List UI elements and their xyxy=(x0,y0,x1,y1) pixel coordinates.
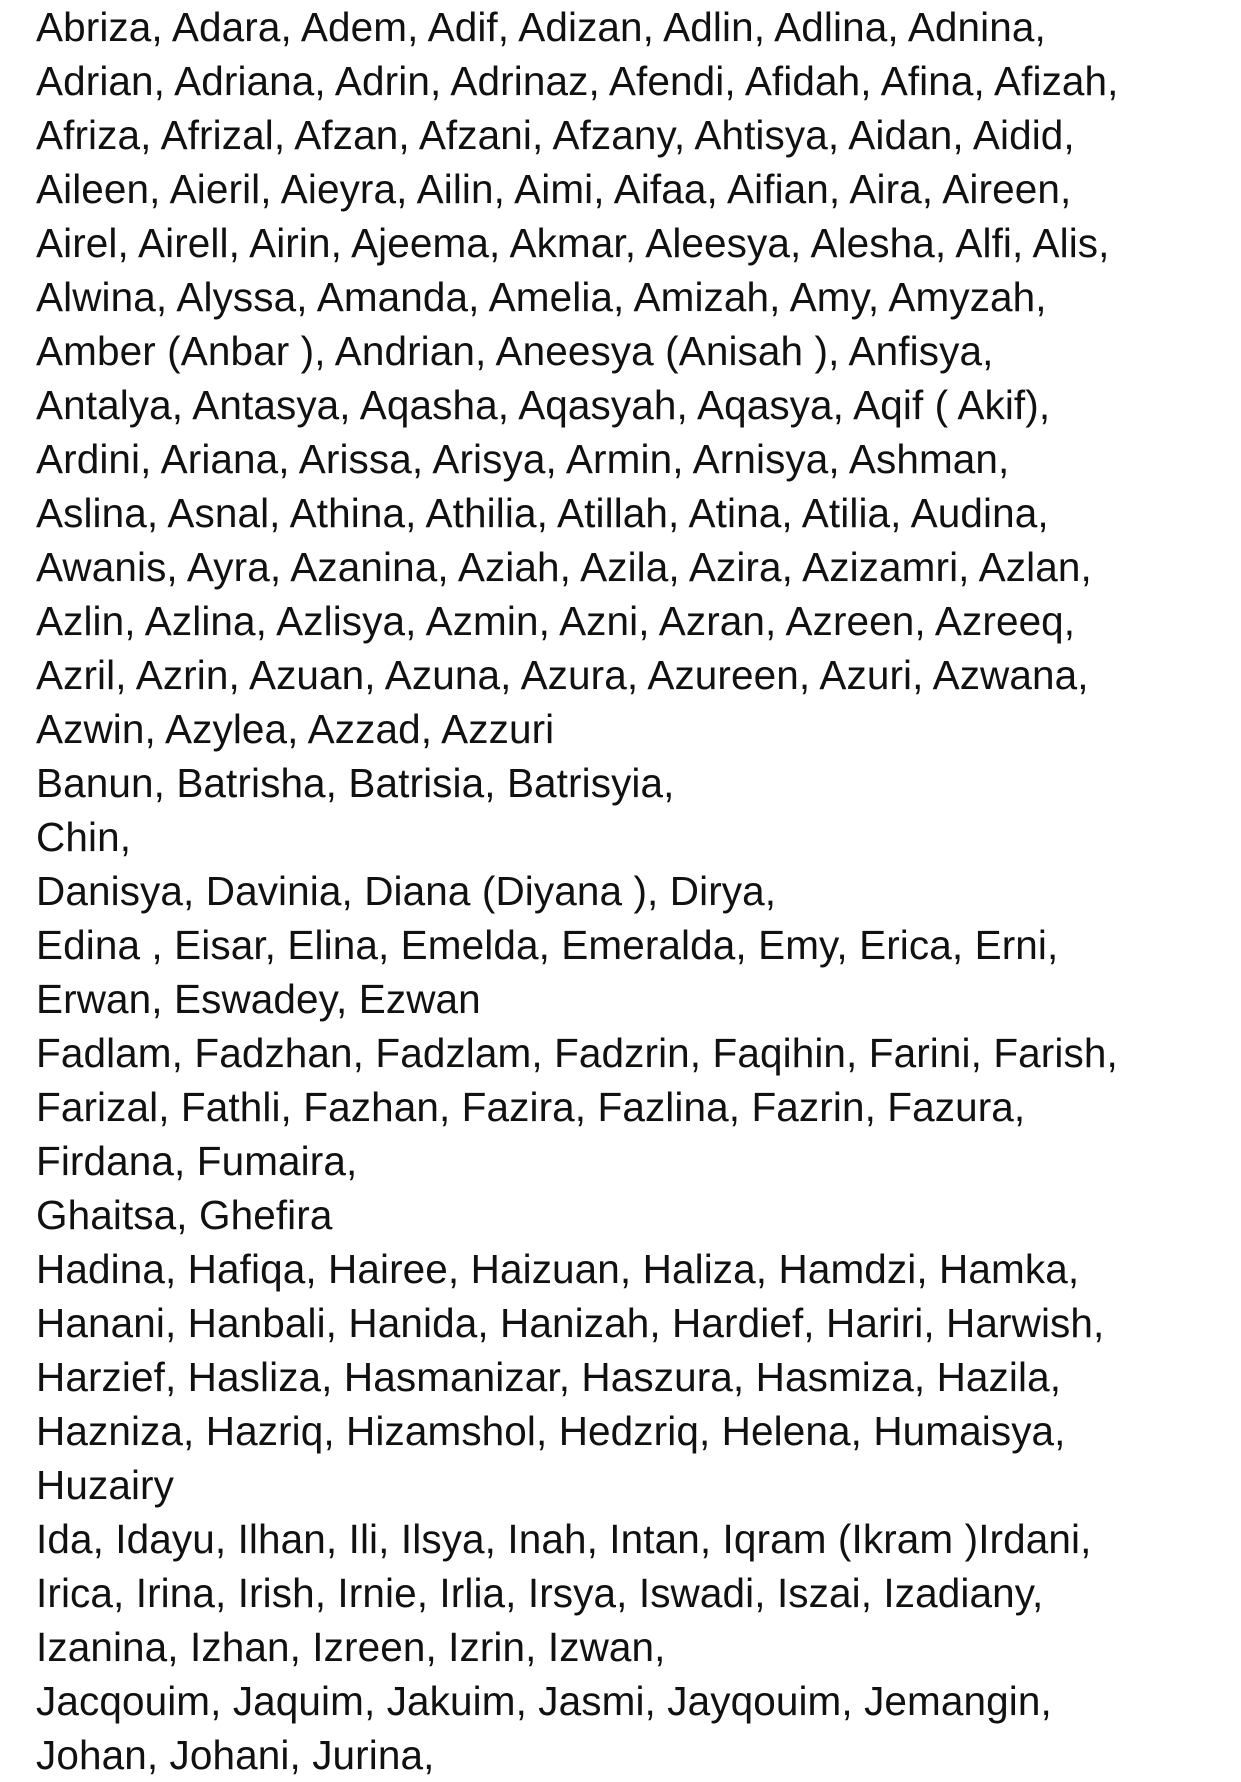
name-group-b xyxy=(36,756,1236,810)
name-line: Hazniza, Hazriq, Hizamshol, Hedzriq, Helena, Humaisya, xyxy=(36,1408,1066,1454)
name-line: Ida, Idayu, Ilhan, Ili, Ilsya, Inah, Intan, Iqram (Ikram )Irdani, xyxy=(36,1516,1092,1562)
name-line: Adrian, Adriana, Adrin, Adrinaz, Afendi, Afidah, Afina, Afizah, xyxy=(36,58,1119,104)
name-line: Huzairy xyxy=(36,1462,174,1508)
name-group-g xyxy=(36,1188,1236,1242)
name-line: Abriza, Adara, Adem, Adif, Adizan, Adlin, Adlina, Adnina, xyxy=(36,4,1046,50)
name-line: Chin, xyxy=(36,814,132,860)
name-group-i xyxy=(36,1512,1236,1674)
name-group-d xyxy=(36,864,1236,918)
name-line: Antalya, Antasya, Aqasha, Aqasyah, Aqasya, Aqif ( Akif), xyxy=(36,382,1051,428)
name-line: Hanani, Hanbali, Hanida, Hanizah, Hardief, Hariri, Harwish, xyxy=(36,1300,1105,1346)
name-list-document xyxy=(36,0,1236,1782)
name-group-c xyxy=(36,810,1236,864)
name-line: Izanina, Izhan, Izreen, Izrin, Izwan, xyxy=(36,1624,666,1670)
name-line: Farizal, Fathli, Fazhan, Fazira, Fazlina, Fazrin, Fazura, xyxy=(36,1084,1026,1130)
name-group-f xyxy=(36,1026,1236,1188)
name-group-j xyxy=(36,1674,1236,1782)
name-line: Jacqouim, Jaquim, Jakuim, Jasmi, Jayqouim, Jemangin, xyxy=(36,1678,1052,1724)
name-line: Hadina, Hafiqa, Hairee, Haizuan, Haliza, Hamdzi, Hamka, xyxy=(36,1246,1080,1292)
name-group-h xyxy=(36,1242,1236,1512)
name-line: Amber (Anbar ), Andrian, Aneesya (Anisah ), Anfisya, xyxy=(36,328,994,374)
name-line: Aslina, Asnal, Athina, Athilia, Atillah, Atina, Atilia, Audina, xyxy=(36,490,1049,536)
name-line: Alwina, Alyssa, Amanda, Amelia, Amizah, Amy, Amyzah, xyxy=(36,274,1047,320)
name-line: Ardini, Ariana, Arissa, Arisya, Armin, Arnisya, Ashman, xyxy=(36,436,1010,482)
name-line: Ghaitsa, Ghefira xyxy=(36,1192,333,1238)
name-line: Firdana, Fumaira, xyxy=(36,1138,358,1184)
name-line: Fadlam, Fadzhan, Fadzlam, Fadzrin, Faqihin, Farini, Farish, xyxy=(36,1030,1118,1076)
name-line: Airel, Airell, Airin, Ajeema, Akmar, Aleesya, Alesha, Alfi, Alis, xyxy=(36,220,1110,266)
name-line: Johan, Johani, Jurina, xyxy=(36,1732,435,1778)
name-line: Danisya, Davinia, Diana (Diyana ), Dirya, xyxy=(36,868,777,914)
name-line: Erwan, Eswadey, Ezwan xyxy=(36,976,481,1022)
name-line: Banun, Batrisha, Batrisia, Batrisyia, xyxy=(36,760,675,806)
name-line: Azwin, Azylea, Azzad, Azzuri xyxy=(36,706,555,752)
name-line: Irica, Irina, Irish, Irnie, Irlia, Irsya, Iswadi, Iszai, Izadiany, xyxy=(36,1570,1044,1616)
name-line: Azlin, Azlina, Azlisya, Azmin, Azni, Azran, Azreen, Azreeq, xyxy=(36,598,1076,644)
name-group-e xyxy=(36,918,1236,1026)
name-line: Afriza, Afrizal, Afzan, Afzani, Afzany, Ahtisya, Aidan, Aidid, xyxy=(36,112,1075,158)
name-line: Azril, Azrin, Azuan, Azuna, Azura, Azureen, Azuri, Azwana, xyxy=(36,652,1089,698)
name-line: Aileen, Aieril, Aieyra, Ailin, Aimi, Aifaa, Aifian, Aira, Aireen, xyxy=(36,166,1072,212)
name-group-a xyxy=(36,0,1236,756)
name-line: Awanis, Ayra, Azanina, Aziah, Azila, Azira, Azizamri, Azlan, xyxy=(36,544,1092,590)
name-line: Edina , Eisar, Elina, Emelda, Emeralda, Emy, Erica, Erni, xyxy=(36,922,1059,968)
name-line: Harzief, Hasliza, Hasmanizar, Haszura, Hasmiza, Hazila, xyxy=(36,1354,1062,1400)
